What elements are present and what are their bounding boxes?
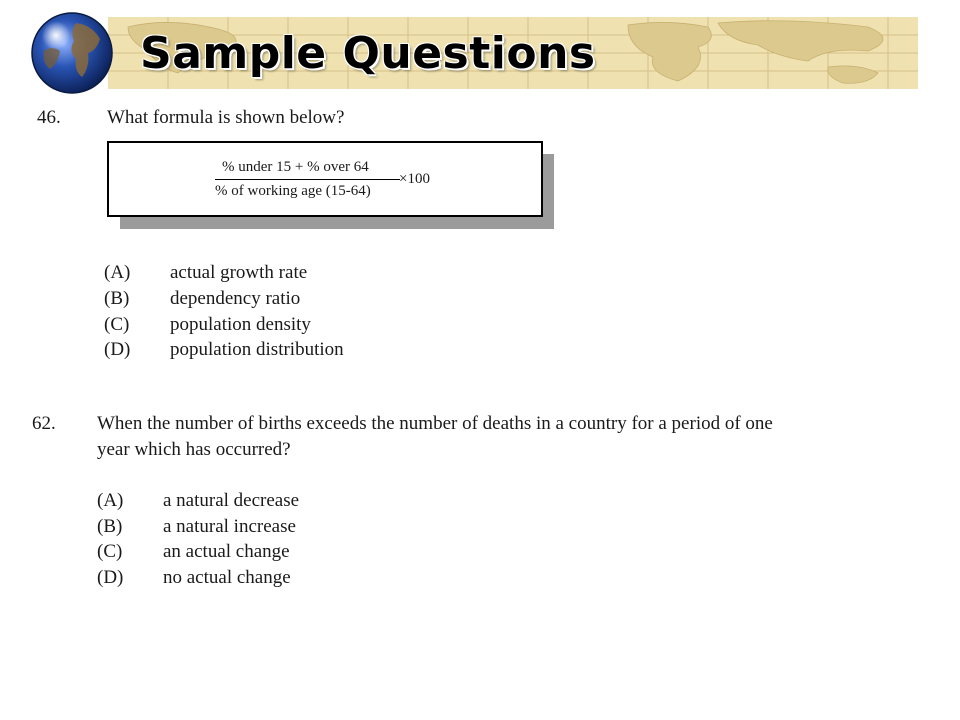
option-label: (D) xyxy=(97,567,124,588)
option-label: (D) xyxy=(104,339,131,360)
option-label: (A) xyxy=(104,262,131,283)
option-label: (C) xyxy=(97,541,123,562)
option-text: population density xyxy=(170,314,311,335)
option-text: a natural decrease xyxy=(163,490,300,511)
formula-denominator: % of working age (15-64) xyxy=(215,183,371,199)
question-text-line-1: When the number of births exceeds the number of deaths in a country for a period of one xyxy=(97,413,773,434)
slide-title: Sample Questions xyxy=(140,28,596,79)
formula-numerator: % under 15 + % over 64 xyxy=(222,159,369,175)
question-text-line-2: year which has occurred? xyxy=(97,439,291,460)
fraction-bar xyxy=(215,179,400,180)
question-number: 62. xyxy=(32,413,56,434)
option-text: an actual change xyxy=(163,541,290,562)
option-label: (C) xyxy=(104,314,130,335)
option-text: dependency ratio xyxy=(170,288,301,309)
option-label: (B) xyxy=(97,516,123,537)
option-label: (A) xyxy=(97,490,124,511)
question-number: 46. xyxy=(37,107,61,128)
option-text: no actual change xyxy=(163,567,291,588)
option-label: (B) xyxy=(104,288,130,309)
formula-multiplier: ×100 xyxy=(399,171,430,187)
formula-box xyxy=(107,141,543,217)
globe-logo xyxy=(30,11,114,95)
option-text: a natural increase xyxy=(163,516,296,537)
option-text: population distribution xyxy=(170,339,344,360)
question-text: What formula is shown below? xyxy=(107,107,345,128)
option-text: actual growth rate xyxy=(170,262,308,283)
